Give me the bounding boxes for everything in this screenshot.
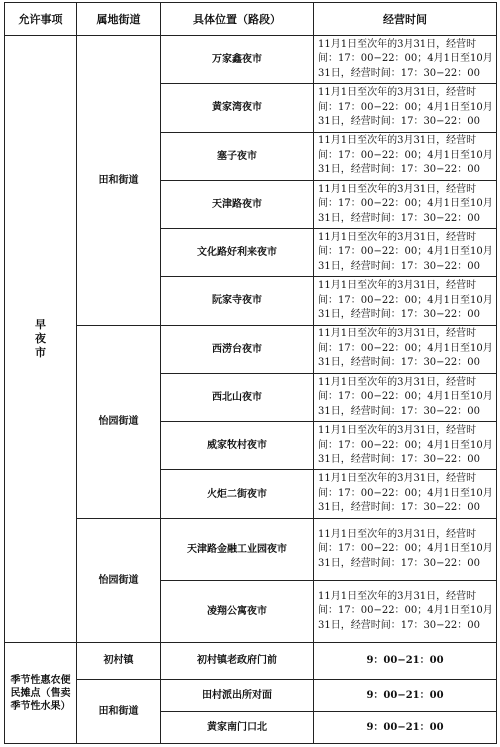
street-cell: 怡园街道 (77, 325, 161, 518)
hours-cell: 11月1日至次年的3月31日，经营时间：17：00−22：00；4月1日至10月31日，经营时间：17：30−22：00 (314, 277, 497, 325)
schedule-table (4, 2, 497, 744)
hours-cell: 11月1日至次年的3月31日，经营时间：17：00−22：00；4月1日至10月31日，经营时间：17：30−22：00 (314, 36, 497, 84)
category-night-market: 早 夜 市 (5, 36, 77, 643)
table-row (5, 643, 497, 679)
hours-cell: 9：00−21：00 (314, 679, 497, 711)
schedule-table-container (4, 2, 496, 744)
table-row (5, 325, 497, 373)
location-cell: 西北山夜市 (161, 373, 314, 421)
table-row (5, 679, 497, 711)
table-header-row (5, 3, 497, 36)
hours-cell: 11月1日至次年的3月31日，经营时间：17：00−22：00；4月1日至10月31日，经营时间：17：30−22：00 (314, 132, 497, 180)
location-cell: 天津路夜市 (161, 180, 314, 228)
location-cell: 文化路好利来夜市 (161, 229, 314, 277)
location-cell: 威家牧村夜市 (161, 422, 314, 470)
hours-cell: 11月1日至次年的3月31日，经营时间：17：00−22：00；4月1日至10月31日，经营时间：17：30−22：00 (314, 325, 497, 373)
hours-cell: 11月1日至次年的3月31日，经营时间：17：00−22：00；4月1日至10月31日，经营时间：17：30−22：00 (314, 373, 497, 421)
location-cell: 凌翔公寓夜市 (161, 581, 314, 643)
location-cell: 万家鑫夜市 (161, 36, 314, 84)
hours-cell: 11月1日至次年的3月31日，经营时间：17：00−22：00；4月1日至10月31日，经营时间：17：30−22：00 (314, 470, 497, 518)
street-cell: 田和街道 (77, 36, 161, 326)
hours-cell: 11月1日至次年的3月31日，经营时间：17：00−22：00；4月1日至10月31日，经营时间：17：30−22：00 (314, 581, 497, 643)
hours-cell: 11月1日至次年的3月31日，经营时间：17：00−22：00；4月1日至10月31日，经营时间：17：30−22：00 (314, 180, 497, 228)
table-row (5, 518, 497, 580)
street-cell: 田和街道 (77, 679, 161, 743)
header-location: 具体位置（路段） (161, 3, 314, 36)
category-seasonal-stalls: 季节性惠农便民摊点（售卖季节性水果） (5, 643, 77, 744)
location-cell: 田村派出所对面 (161, 679, 314, 711)
header-hours: 经营时间 (314, 3, 497, 36)
hours-cell: 11月1日至次年的3月31日，经营时间：17：00−22：00；4月1日至10月31日，经营时间：17：30−22：00 (314, 229, 497, 277)
hours-cell: 11月1日至次年的3月31日，经营时间：17：00−22：00；4月1日至10月31日，经营时间：17：30−22：00 (314, 84, 497, 132)
location-cell: 黄家南门口北 (161, 711, 314, 743)
location-cell: 塞子夜市 (161, 132, 314, 180)
hours-cell: 11月1日至次年的3月31日，经营时间：17：00−22：00；4月1日至10月31日，经营时间：17：30−22：00 (314, 422, 497, 470)
hours-cell: 11月1日至次年的3月31日，经营时间：17：00−22：00；4月1日至10月31日，经营时间：17：30−22：00 (314, 518, 497, 580)
location-cell: 天津路金融工业园夜市 (161, 518, 314, 580)
header-permitted-item: 允许事项 (5, 3, 77, 36)
location-cell: 黄家湾夜市 (161, 84, 314, 132)
header-street: 属地街道 (77, 3, 161, 36)
hours-cell: 9：00−21：00 (314, 711, 497, 743)
location-cell: 初村镇老政府门前 (161, 643, 314, 679)
street-cell: 怡园街道 (77, 518, 161, 643)
hours-cell: 9：00−21：00 (314, 643, 497, 679)
table-row (5, 36, 497, 84)
location-cell: 西涝台夜市 (161, 325, 314, 373)
location-cell: 阮家寺夜市 (161, 277, 314, 325)
street-cell: 初村镇 (77, 643, 161, 679)
location-cell: 火炬二街夜市 (161, 470, 314, 518)
